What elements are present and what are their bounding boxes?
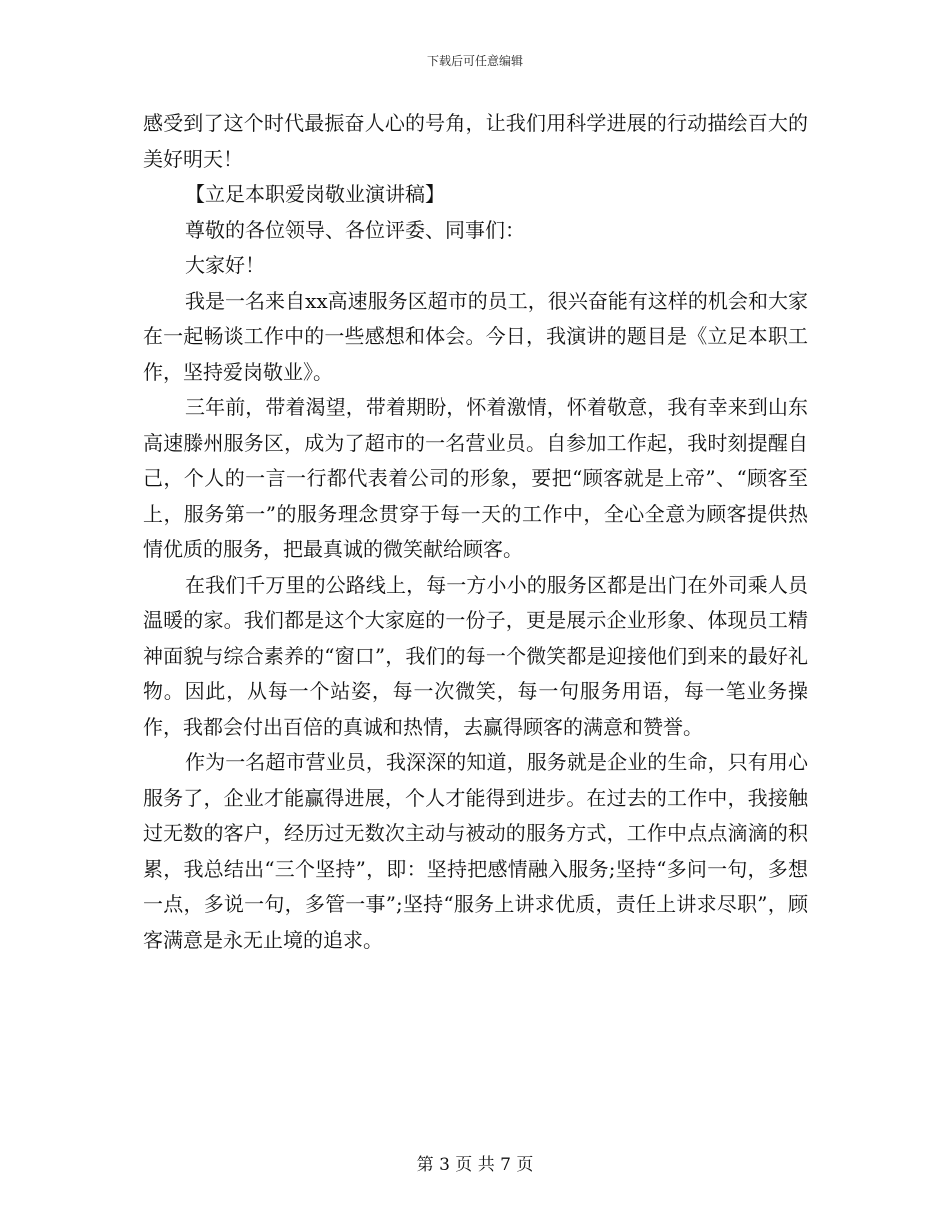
- paragraph: 三年前，带着渴望，带着期盼，怀着激情，怀着敬意，我有幸来到山东高速滕州服务区，成为了超市的一名营业员。自参加工作起，我时刻提醒自己，个人的一言一行都代表着公司的形象，要把“顾客就是上帝”、“顾客至上，服务第一”的服务理念贯穿于每一天的工作中，全心全意为顾客提供热情优质的服务，把最真诚的微笑献给顾客。: [143, 395, 808, 561]
- paragraph: 作为一名超市营业员，我深深的知道，服务就是企业的生命，只有用心服务了，企业才能赢得进展，个人才能得到进步。在过去的工作中，我接触过无数的客户，经历过无数次主动与被动的服务方式，工作中点点滴滴的积累，我总结出“三个坚持”，即：坚持把感情融入服务;坚持“多问一句，多想一点，多说一句，多管一事”;坚持“服务上讲求优质，责任上讲求尽职”，顾客满意是永无止境的追求。: [143, 750, 808, 952]
- page-number-footer: 第 3 页 共 7 页: [416, 1155, 534, 1175]
- document-body: [143, 106, 808, 958]
- paragraph: 尊敬的各位领导、各位评委、同事们：: [185, 217, 525, 242]
- paragraph: 感受到了这个时代最振奋人心的号角，让我们用科学进展的行动描绘百大的美好明天！: [143, 111, 808, 171]
- page-header: 下载后可任意编辑: [426, 54, 523, 68]
- paragraph: 我是一名来自xx高速服务区超市的员工，很兴奋能有这样的机会和大家在一起畅谈工作中的一些感想和体会。今日，我演讲的题目是《立足本职工作，坚持爱岗敬业》。: [143, 288, 808, 384]
- paragraph: 大家好！: [185, 253, 265, 277]
- paragraph: 【立足本职爱岗敬业演讲稿】: [185, 182, 445, 206]
- paragraph: 在我们千万里的公路线上，每一方小小的服务区都是出门在外司乘人员温暖的家。我们都是这个大家庭的一份子，更是展示企业形象、体现员工精神面貌与综合素养的“窗口”，我们的每一个微笑都是迎接他们到来的最好礼物。因此，从每一个站姿，每一次微笑，每一句服务用语，每一笔业务操作，我都会付出百倍的真诚和热情，去赢得顾客的满意和赞誉。: [143, 572, 808, 739]
